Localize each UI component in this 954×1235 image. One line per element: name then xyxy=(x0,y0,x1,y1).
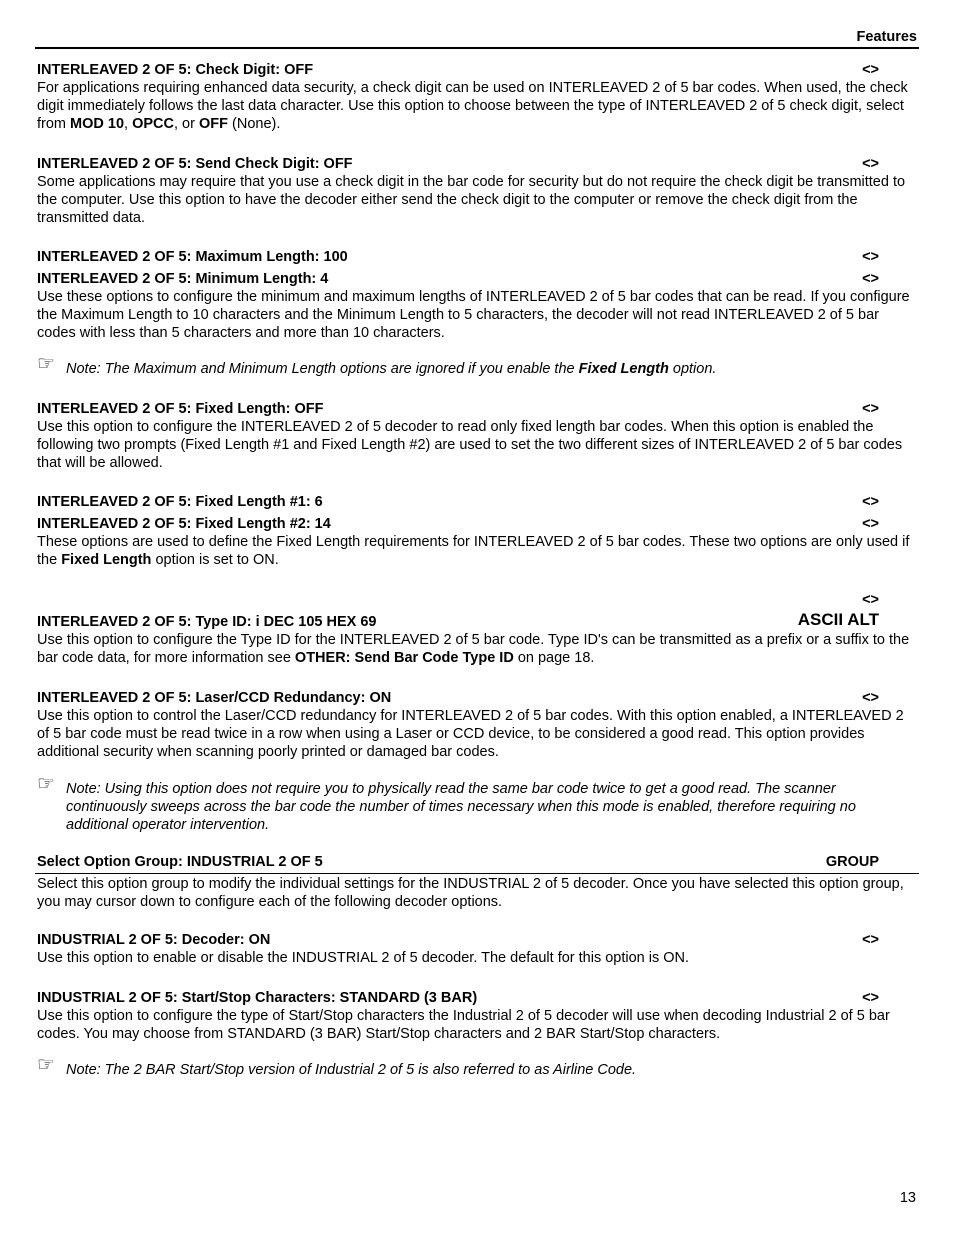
option-tag: <> xyxy=(862,932,879,948)
section-heading: INTERLEAVED 2 OF 5: Check Digit: OFF xyxy=(37,62,314,78)
section-heading: INTERLEAVED 2 OF 5: Send Check Digit: OFF xyxy=(37,156,353,172)
text-run: These options are used to define the Fixed Length requirements for INTERLEAVED 2 of 5 bar codes. These two options are only used if the xyxy=(37,534,910,568)
option-tag: <> xyxy=(862,156,879,172)
option-tag: <> xyxy=(862,592,879,608)
section-text: Some applications may require that you use a check digit in the bar code for security but do not require the check digit be transmitted to the computer. Use this option to have the decoder either send the check digit to the computer or remove the check digit from the transmitted data. xyxy=(37,174,906,226)
section-heading: INTERLEAVED 2 OF 5: Minimum Length: 4 xyxy=(37,271,329,287)
group-rule xyxy=(35,873,919,874)
option-tag: <> xyxy=(862,494,879,510)
header-title: Features xyxy=(856,29,917,45)
section-text: Use this option to enable or disable the INDUSTRIAL 2 of 5 decoder. The default for this option is ON. xyxy=(37,950,690,966)
section-heading: INTERLEAVED 2 OF 5: Fixed Length: OFF xyxy=(37,401,324,417)
bold-run: OFF xyxy=(198,116,228,132)
pointing-hand-icon: ☞ xyxy=(37,773,55,795)
text-run: For applications requiring enhanced data security, a check digit can be used on INTERLEAVED 2 of 5 bar codes. When used, the check digit immediately follows the last data character. Use this option to choose between the type of INTERLEAVED 2 of 5 check digit, select from xyxy=(37,80,908,132)
section-text: Use this option to configure the type of Start/Stop characters the Industrial 2 of 5 decoder will use when decoding Industrial 2 of 5 bar codes. You may choose from STANDARD (3 BAR) Start/Stop characters and 2 BAR Start/Stop characters. xyxy=(37,1008,890,1042)
section-heading: INDUSTRIAL 2 OF 5: Start/Stop Characters: STANDARD (3 BAR) xyxy=(37,990,478,1006)
bold-run: OPCC xyxy=(132,116,174,132)
option-tag: ASCII ALT xyxy=(797,610,879,629)
section-text: Use this option to control the Laser/CCD redundancy for INTERLEAVED 2 of 5 bar codes. With this option enabled, a INTERLEAVED 2 of 5 bar code must be read twice in a row when using a Laser or CCD device, to be considered a good read. This option provides additional security when scanning poorly printed or damaged bar codes. xyxy=(37,708,904,760)
section-industrial-decoder xyxy=(37,931,917,967)
section-heading: INTERLEAVED 2 OF 5: Fixed Length #1: 6 xyxy=(37,494,323,510)
section-option-group xyxy=(37,853,917,911)
option-tag: <> xyxy=(862,271,879,287)
pointing-hand-icon: ☞ xyxy=(37,353,55,375)
text-run: option. xyxy=(668,361,717,377)
section-lengths xyxy=(37,248,917,342)
option-tag: <> xyxy=(862,690,879,706)
note-airline xyxy=(37,1054,917,1079)
option-tag: GROUP xyxy=(825,854,879,870)
option-tag: <> xyxy=(862,990,879,1006)
section-text: Use this option to configure the INTERLEAVED 2 of 5 decoder to read only fixed length bar codes. When this option is enabled the following two prompts (Fixed Length #1 and Fixed Length #2) are used to set the two different sizes of INTERLEAVED 2 of 5 bar codes that will be allowed. xyxy=(37,419,903,471)
text-run: , or xyxy=(174,116,199,132)
section-heading: Select Option Group: INDUSTRIAL 2 OF 5 xyxy=(37,854,323,870)
text-run: on page 18. xyxy=(513,650,595,666)
text-run: Use this option to configure the Type ID for the INTERLEAVED 2 of 5 bar code. Type ID's can be transmitted as a prefix or a suffix to the bar code data, for more information see xyxy=(37,632,910,666)
page-number: 13 xyxy=(899,1190,916,1206)
text-run: option is set to ON. xyxy=(151,552,279,568)
section-heading: INTERLEAVED 2 OF 5: Type ID: i DEC 105 HEX 69 xyxy=(37,614,377,630)
bold-run: MOD 10 xyxy=(70,116,125,132)
header-rule xyxy=(35,47,919,49)
section-text: Select this option group to modify the individual settings for the INDUSTRIAL 2 of 5 decoder. Once you have selected this option group, you may cursor down to configure each of the following decoder options. xyxy=(37,876,904,910)
text-run: (None). xyxy=(227,116,281,132)
section-heading: INTERLEAVED 2 OF 5: Fixed Length #2: 14 xyxy=(37,516,331,532)
section-heading: INDUSTRIAL 2 OF 5: Decoder: ON xyxy=(37,932,271,948)
section-redundancy xyxy=(37,689,917,761)
bold-run: Fixed Length xyxy=(61,552,152,568)
section-fixed-lengths xyxy=(37,493,917,569)
option-tag: <> xyxy=(862,62,879,78)
option-tag: <> xyxy=(862,249,879,265)
text-run: , xyxy=(124,116,133,132)
section-type-id xyxy=(37,591,917,667)
section-text: Use these options to configure the minimum and maximum lengths of INTERLEAVED 2 of 5 bar codes that can be read. If you configure the Maximum Length to 10 characters and the Minimum Length to 5 characters, the decoder will not read INTERLEAVED 2 of 5 bar codes with less than 5 characters and more than 10 characters. xyxy=(37,289,910,341)
section-check-digit xyxy=(37,61,917,133)
text-run: Note: The Maximum and Minimum Length options are ignored if you enable the xyxy=(66,361,579,377)
section-start-stop xyxy=(37,989,917,1043)
text-run: Note: The 2 BAR Start/Stop version of Industrial 2 of 5 is also referred to as Airline Code. xyxy=(66,1062,637,1078)
section-text xyxy=(37,79,917,133)
bold-run: Fixed Length xyxy=(578,361,669,377)
option-tag: <> xyxy=(862,516,879,532)
bold-run: OTHER: Send Bar Code Type ID xyxy=(294,650,514,666)
option-tag: <> xyxy=(862,401,879,417)
section-heading: INTERLEAVED 2 OF 5: Laser/CCD Redundancy: ON xyxy=(37,690,392,706)
note-redundancy xyxy=(37,773,917,834)
note-lengths xyxy=(37,353,917,378)
section-send-check-digit xyxy=(37,155,917,227)
section-heading: INTERLEAVED 2 OF 5: Maximum Length: 100 xyxy=(37,249,348,265)
section-text xyxy=(37,533,917,569)
section-fixed-length xyxy=(37,400,917,472)
pointing-hand-icon: ☞ xyxy=(37,1054,55,1076)
text-run: Note: Using this option does not require you to physically read the same bar code twice to get a good read. The scanner continuously sweeps across the bar code the number of times necessary when this mode is enabled, therefore requiring no additional operator intervention. xyxy=(66,781,856,833)
section-text xyxy=(37,631,917,667)
